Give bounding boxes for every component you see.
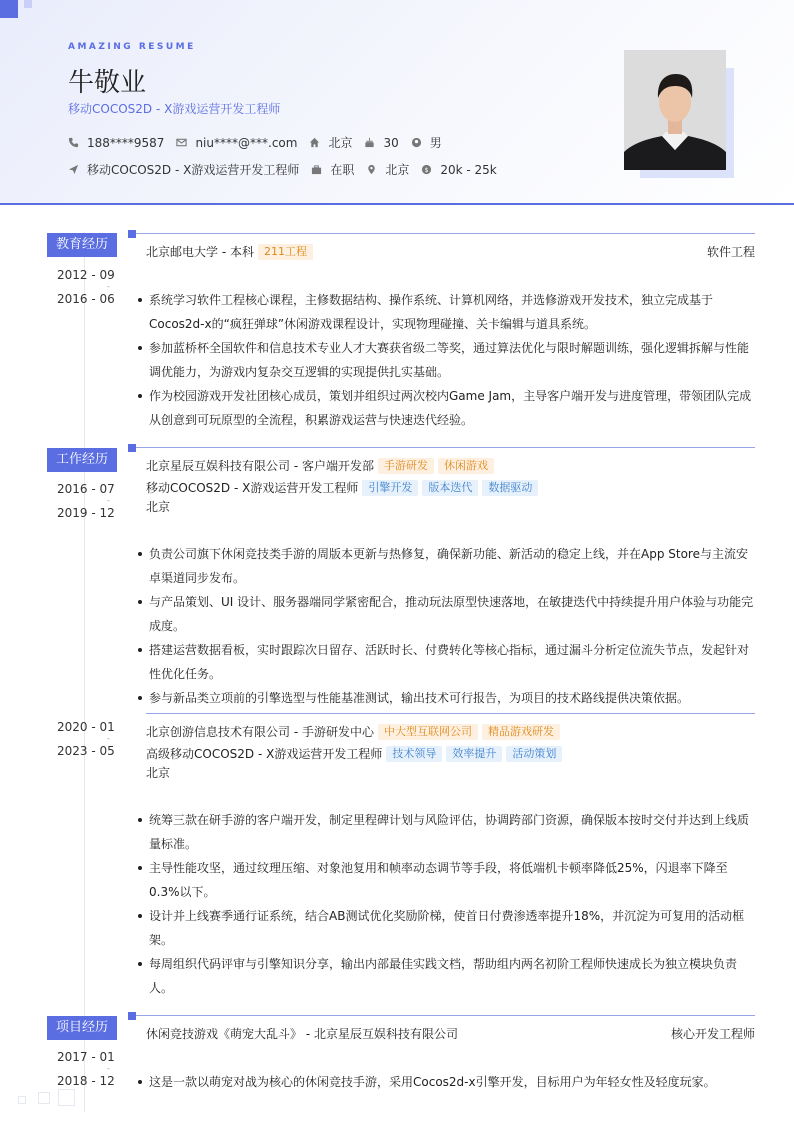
location-info [309,134,352,151]
decor-square [18,1096,26,1104]
list-item: 每周组织代码评审与引擎知识分享，输出内部最佳实践文档，帮助组内两名初阶工程师快速成长为独立模块负责人。 [138,952,756,1000]
resume-eyebrow: AMAZING RESUME [68,42,196,52]
project-bullets [138,1070,756,1094]
project-role: 核心开发工程师 [670,1027,755,1041]
education-bullets [138,288,756,432]
profile-photo [624,50,726,170]
job1-city: 北京 [146,500,171,514]
work-section-label: 工作经历 [47,448,117,472]
job1-start-date: 2016 - 07 [57,482,115,496]
school-tag: 211工程 [258,244,313,260]
email-info [176,136,297,150]
target-city-text: 北京 [385,163,410,177]
list-item: 参加蓝桥杯全国软件和信息技术专业人才大赛获省级二等奖，通过算法优化与限时解题训练，强化逻辑拆解与性能调优能力，为游戏内复杂交互逻辑的实现提供扎实基础。 [138,336,756,384]
section-marker [128,1012,136,1020]
date-separator: - [107,734,110,743]
project-end-date: 2018 - 12 [57,1074,115,1088]
job2-bullets [138,808,756,1000]
company-name: 北京创游信息技术有限公司 - 手游研发中心 [146,725,374,739]
location-pin-icon [366,164,377,175]
mail-icon [176,137,187,148]
gender-text: 男 [429,136,442,150]
svg-text:$: $ [424,165,429,174]
decor-square-small [24,0,32,8]
skill-tag: 数据驱动 [482,480,538,496]
projects-section-label: 项目经历 [47,1016,117,1040]
phone-text: 188****9587 [87,135,165,150]
education-major: 软件工程 [706,245,755,259]
job-divider [146,713,755,714]
education-school-row [146,243,313,260]
skill-tag: 活动策划 [506,746,562,762]
date-separator: - [107,496,110,505]
education-section-label: 教育经历 [47,233,117,257]
candidate-name: 牛敬业 [68,68,147,98]
skill-tag: 引擎开发 [362,480,418,496]
briefcase-icon [311,164,322,175]
cake-icon [364,137,375,148]
location-text: 北京 [328,136,353,150]
resume-header [0,0,794,205]
project-start-date: 2017 - 01 [57,1050,115,1064]
date-separator: - [107,282,110,291]
contact-row [68,134,454,151]
decor-square [38,1092,50,1104]
skill-tag: 效率提升 [446,746,502,762]
job1-company-row [146,457,494,474]
company-tag: 精品游戏研发 [482,724,560,740]
list-item: 主导性能攻坚，通过纹理压缩、对象池复用和帧率动态调节等手段，将低端机卡顿率降低25%，闪退率下降至0.3%以下。 [138,856,756,904]
section-marker [128,444,136,452]
job2-start-date: 2020 - 01 [57,720,115,734]
job-title: 移动COCOS2D - X游戏运营开发工程师 [146,481,359,495]
user-icon [411,137,422,148]
money-icon [421,164,432,175]
job2-company-row [146,723,560,740]
list-item: 参与新品类立项前的引擎选型与性能基准测试，输出技术可行报告，为项目的技术路线提供决策依据。 [138,686,756,710]
target-job-info [68,161,299,178]
list-item: 这是一款以萌宠对战为核心的休闲竞技手游，采用Cocos2d-x引擎开发，目标用户为年轻女性及轻度玩家。 [138,1070,756,1094]
section-divider [136,1015,755,1016]
list-item: 作为校园游戏开发社团核心成员，策划并组织过两次校内Game Jam，主导客户端开发与进度管理，带领团队完成从创意到可玩原型的全流程，积累游戏运营与快速迭代经验。 [138,384,756,432]
job2-city: 北京 [146,766,171,780]
salary-info [421,163,496,177]
job1-bullets [138,542,756,710]
date-separator: - [107,1064,110,1073]
company-tag: 手游研发 [378,458,434,474]
job1-end-date: 2019 - 12 [57,506,115,520]
send-icon [68,164,79,175]
email-text: niu****@***.com [195,135,298,150]
skill-tag: 技术领导 [386,746,442,762]
list-item: 负责公司旗下休闲竞技类手游的周版本更新与热修复，确保新功能、新活动的稳定上线，并在App Store与主流安卓渠道同步发布。 [138,542,756,590]
company-tag: 中大型互联网公司 [378,724,478,740]
list-item: 搭建运营数据看板，实时跟踪次日留存、活跃时长、付费转化等核心指标，通过漏斗分析定位流失节点，发起针对性优化任务。 [138,638,756,686]
section-divider [136,447,755,448]
target-city-info [366,161,409,178]
age-text: 30 [383,135,399,150]
phone-icon [68,137,79,148]
home-icon [309,137,320,148]
list-item: 设计并上线赛季通行证系统，结合AB测试优化奖励阶梯，使首日付费渗透率提升18%，并沉淀为可复用的活动框架。 [138,904,756,952]
target-job-text: 移动COCOS2D - X游戏运营开发工程师 [87,163,300,177]
company-tag: 休闲游戏 [438,458,494,474]
section-divider [136,233,755,234]
skill-tag: 版本迭代 [422,480,478,496]
timeline-rail [84,232,85,1112]
list-item: 统筹三款在研手游的客户端开发，制定里程碑计划与风险评估，协调跨部门资源，确保版本按时交付并达到上线质量标准。 [138,808,756,856]
job1-title-row [146,479,538,496]
job-title: 高级移动COCOS2D - X游戏运营开发工程师 [146,747,383,761]
phone-info [68,136,164,150]
list-item: 系统学习软件工程核心课程，主修数据结构、操作系统、计算机网络，并选修游戏开发技术，独立完成基于Cocos2d-x的“疯狂弹球”休闲游戏课程设计，实现物理碰撞、关卡编辑与道具系统。 [138,288,756,336]
education-end-date: 2016 - 06 [57,292,115,306]
education-start-date: 2012 - 09 [57,268,115,282]
school-name: 北京邮电大学 - 本科 [146,245,254,259]
list-item: 与产品策划、UI 设计、服务器端同学紧密配合，推动玩法原型快速落地，在敏捷迭代中持续提升用户体验与功能完成度。 [138,590,756,638]
section-marker [128,230,136,238]
status-text: 在职 [330,163,355,177]
decor-square [58,1089,75,1106]
decor-square [0,0,18,18]
age-info [364,136,398,150]
salary-text: 20k - 25k [440,162,497,177]
project-name: 休闲竞技游戏《萌宠大乱斗》 - 北京星辰互娱科技有限公司 [146,1027,458,1041]
job2-end-date: 2023 - 05 [57,744,115,758]
status-info [311,161,354,178]
job-intent-row [68,161,509,178]
job2-title-row [146,745,562,762]
company-name: 北京星辰互娱科技有限公司 - 客户端开发部 [146,459,374,473]
gender-info [411,134,442,151]
candidate-title: 移动COCOS2D - X游戏运营开发工程师 [68,102,281,116]
